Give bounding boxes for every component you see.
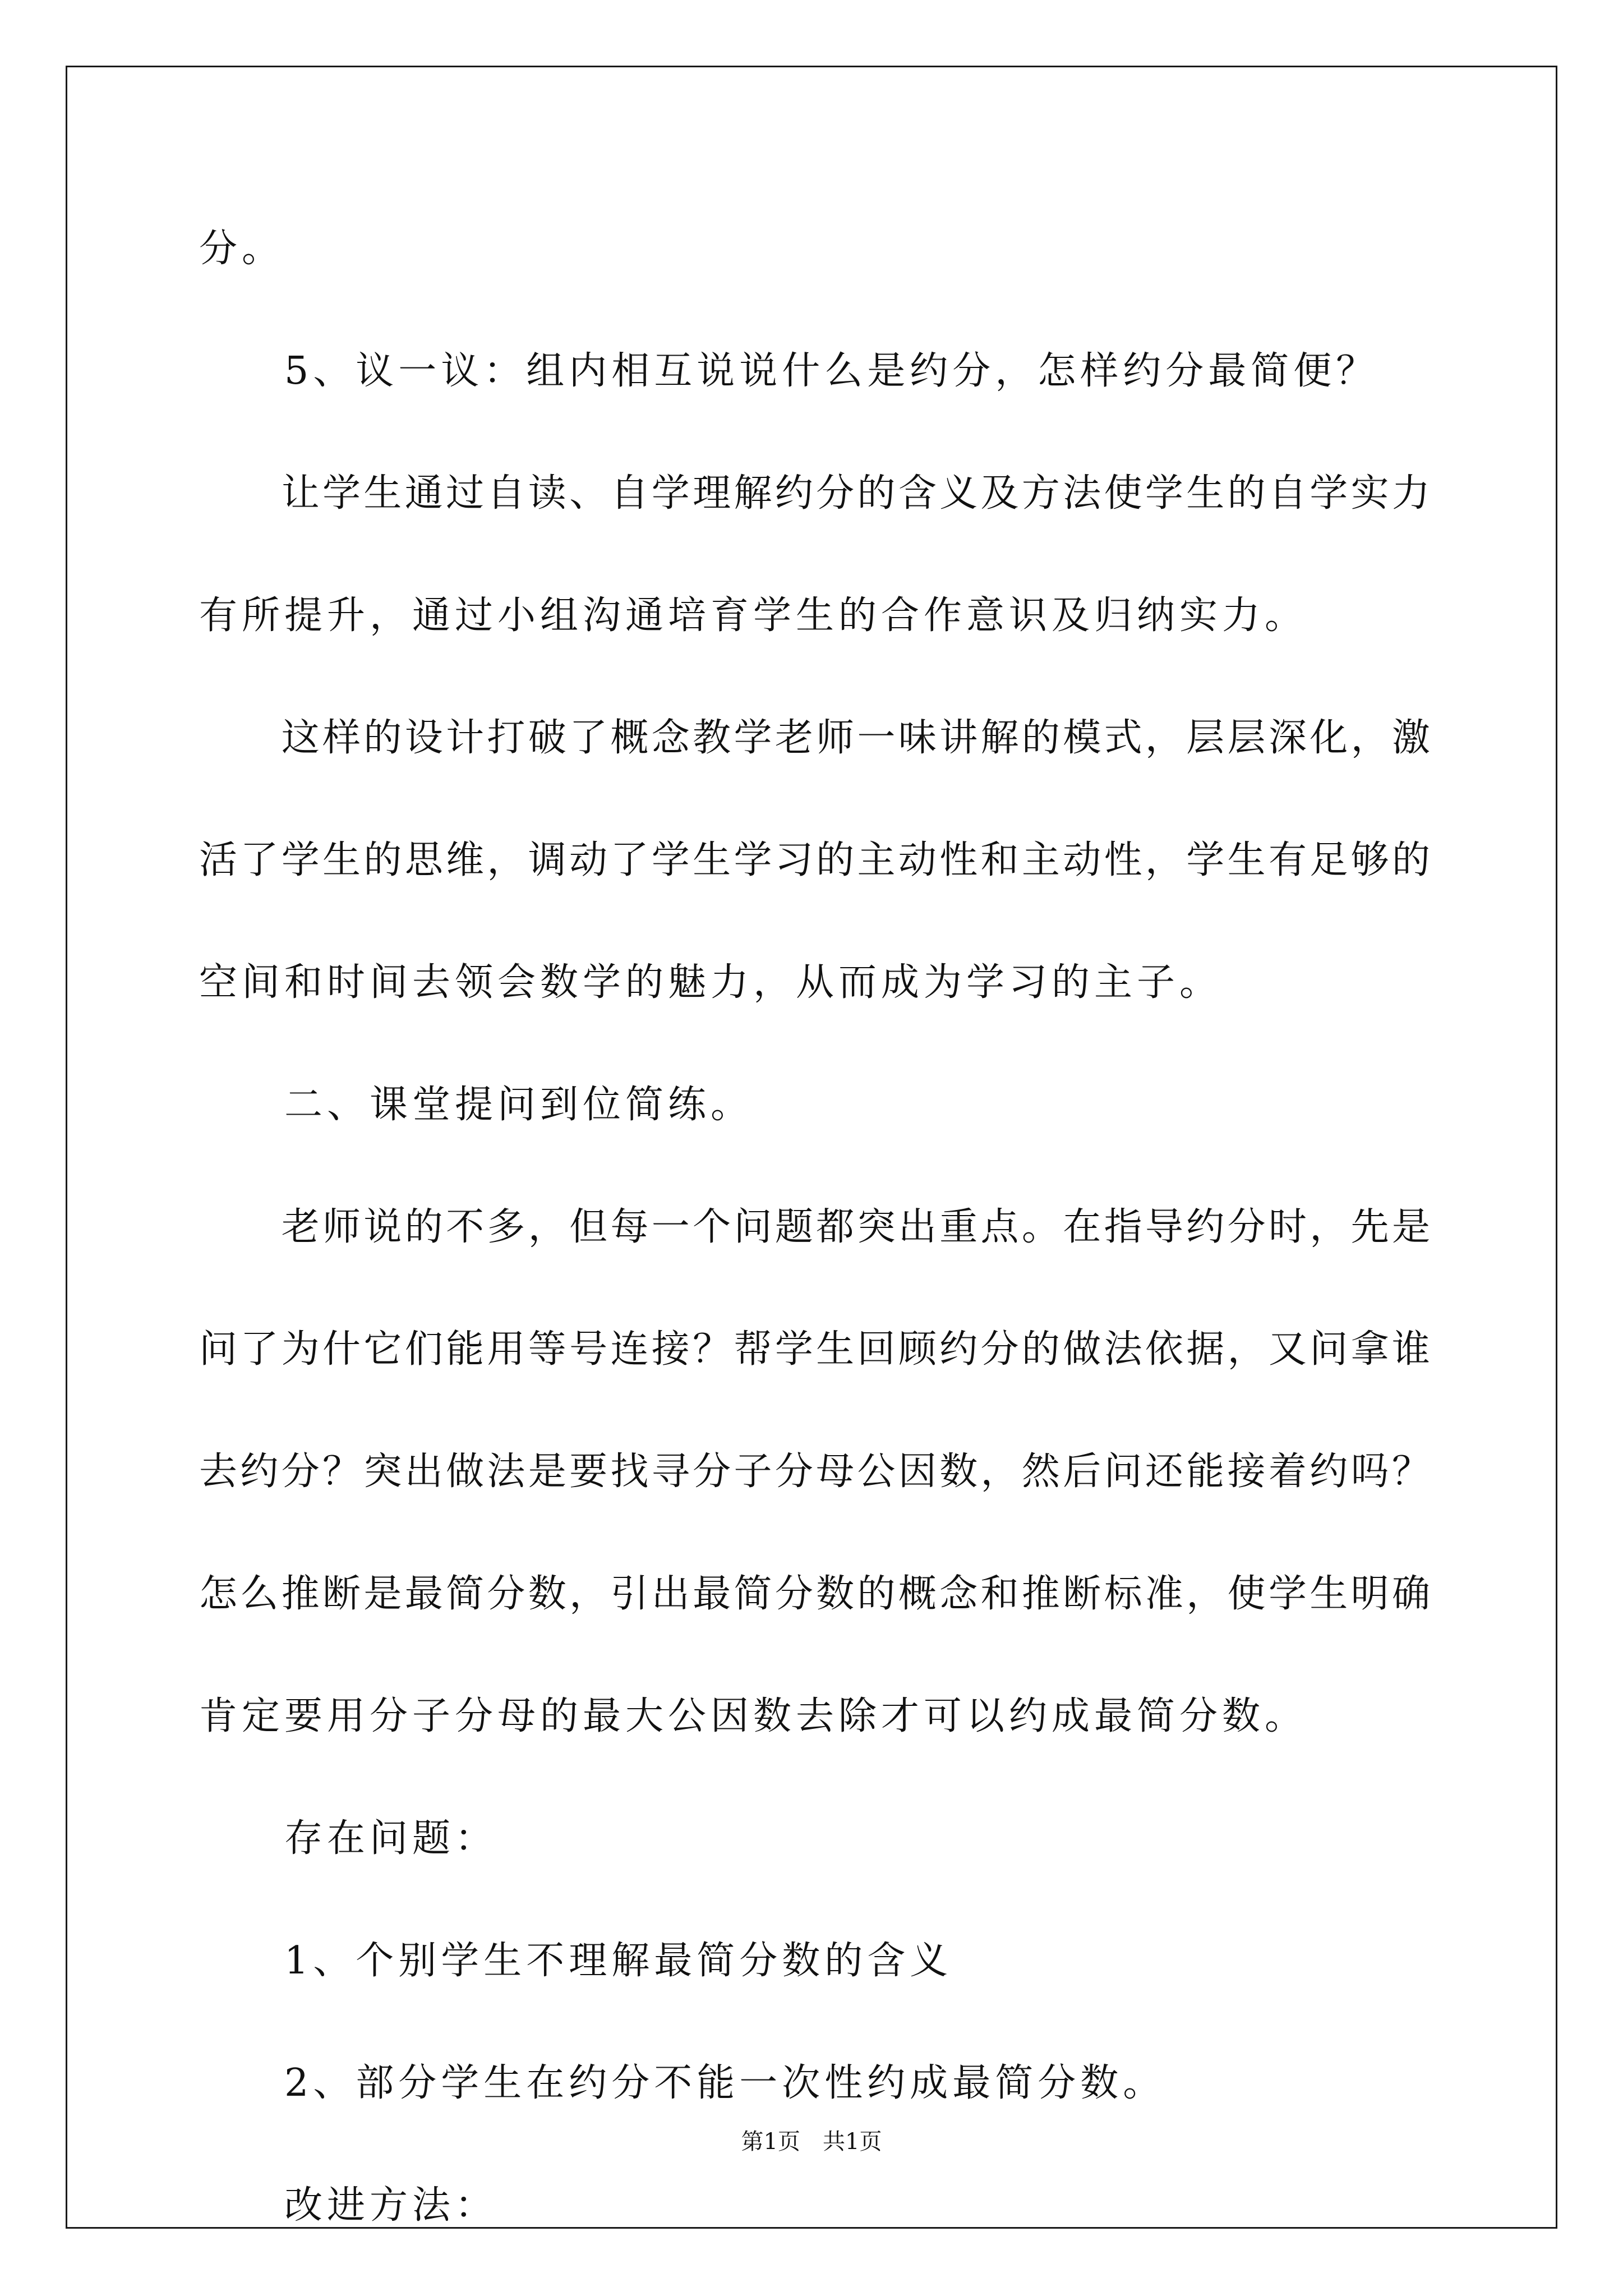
text-line: 存在问题： [199, 1816, 498, 1861]
text-line: 去约分？突出做法是要找寻分子分母公因数，然后问还能接着约吗？ [199, 1450, 1430, 1494]
text-line: 5、议一议：组内相互说说什么是约分，怎样约分最简便？ [199, 349, 1379, 393]
text-line: 问了为什它们能用等号连接？帮学生回顾约分的做法依据，又问拿谁 [199, 1327, 1430, 1372]
text-line: 分。 [199, 227, 285, 271]
text-line: 二、课堂提问到位简练。 [199, 1083, 754, 1127]
text-line: 怎么推断是最简分数，引出最简分数的概念和推断标准，使学生明确 [199, 1572, 1430, 1616]
text-line: 肯定要用分子分母的最大公因数去除才可以约成最简分数。 [199, 1694, 1308, 1738]
text-line: 有所提升，通过小组沟通培育学生的合作意识及归纳实力。 [199, 593, 1308, 638]
text-line: 这样的设计打破了概念教学老师一味讲解的模式，层层深化，激 [199, 716, 1430, 760]
text-line: 空间和时间去领会数学的魅力，从而成为学习的主子。 [199, 960, 1223, 1005]
page-number-footer: 第1页 共1页 [741, 2129, 882, 2155]
text-line: 让学生通过自读、自学理解约分的含义及方法使学生的自学实力 [199, 471, 1430, 516]
text-line: 1、个别学生不理解最简分数的含义 [199, 1939, 953, 1983]
text-line: 2、部分学生在约分不能一次性约成最简分数。 [199, 2061, 1166, 2105]
text-line: 老师说的不多，但每一个问题都突出重点。在指导约分时，先是 [199, 1205, 1430, 1249]
text-line: 改进方法： [199, 2183, 498, 2228]
text-line: 活了学生的思维，调动了学生学习的主动性和主动性，学生有足够的 [199, 838, 1430, 882]
